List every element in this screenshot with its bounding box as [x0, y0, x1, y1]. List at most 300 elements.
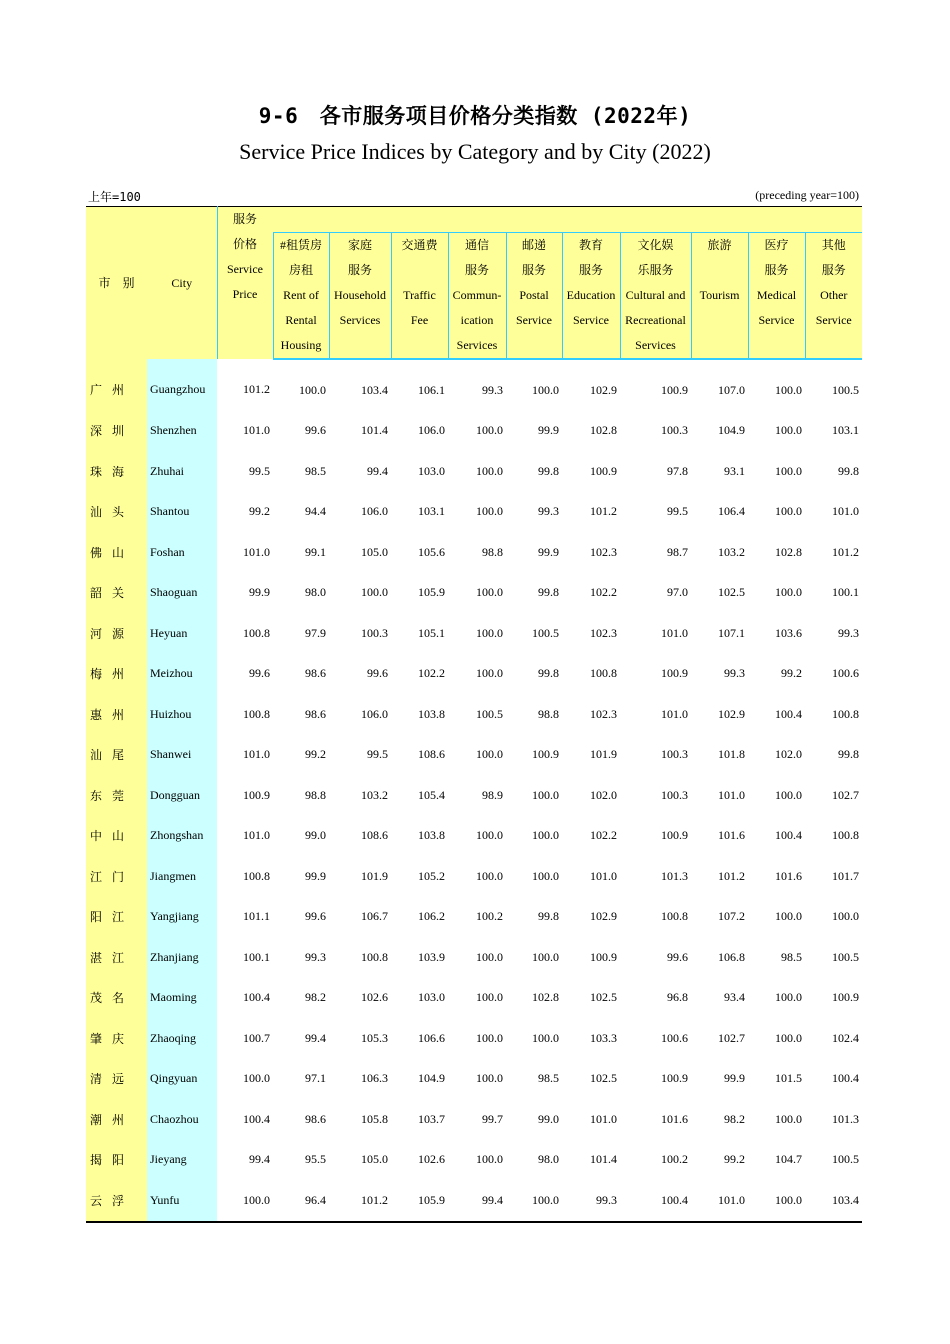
index-value: 101.2 [590, 504, 617, 519]
index-value: 100.0 [532, 382, 559, 397]
header-line: 服务 [232, 212, 257, 226]
city-name-en: Zhanjiang [147, 937, 217, 978]
table-row [86, 411, 862, 452]
index-value: 102.5 [718, 585, 745, 600]
index-value: 100.9 [243, 787, 270, 802]
unit-note-cn: 上年=100 [88, 190, 141, 204]
header-line: 乐服务 [637, 263, 674, 277]
header-line: Price [232, 287, 258, 301]
index-value: 100.8 [243, 625, 270, 640]
index-value: 101.0 [661, 706, 688, 721]
table-row [86, 613, 862, 654]
index-value: 100.9 [661, 382, 688, 397]
index-value: 99.3 [562, 1180, 620, 1222]
index-value: 102.3 [590, 625, 617, 640]
index-value: 100.4 [775, 828, 802, 843]
index-value: 100.5 [532, 625, 559, 640]
index-value: 96.8 [667, 990, 688, 1005]
header-category [748, 233, 805, 360]
index-value: 100.0 [476, 504, 503, 519]
index-value: 100.6 [832, 666, 859, 681]
index-value: 98.6 [305, 706, 326, 721]
index-value: 100.0 [476, 1071, 503, 1086]
header-line: 服务 [764, 263, 789, 277]
index-value: 100.0 [532, 1030, 559, 1045]
index-value: 106.1 [418, 382, 445, 397]
city-name-en: Shenzhen [147, 411, 217, 452]
index-value: 99.3 [838, 625, 859, 640]
index-value: 100.5 [476, 706, 503, 721]
index-value: 100.0 [476, 463, 503, 478]
city-name-cn: 惠州 [86, 694, 147, 735]
table-row [86, 816, 862, 857]
index-value: 103.7 [418, 1111, 445, 1126]
city-name-cn: 揭阳 [86, 1140, 147, 1181]
index-value: 98.0 [305, 585, 326, 600]
index-value: 100.2 [476, 909, 503, 924]
index-value: 100.0 [748, 1180, 805, 1222]
index-value: 101.9 [361, 868, 388, 883]
index-value: 95.5 [305, 1152, 326, 1167]
index-value: 102.7 [832, 787, 859, 802]
index-value: 105.2 [418, 868, 445, 883]
index-value: 103.3 [590, 1030, 617, 1045]
index-value: 100.5 [832, 1152, 859, 1167]
index-value: 99.1 [305, 544, 326, 559]
index-value: 100.4 [620, 1180, 691, 1222]
city-name-cn: 韶关 [86, 573, 147, 614]
index-value: 93.4 [724, 990, 745, 1005]
header-line: 服务 [821, 263, 846, 277]
header-category [562, 233, 620, 360]
index-value: 103.9 [418, 949, 445, 964]
index-value: 94.4 [305, 504, 326, 519]
index-value: 102.0 [590, 787, 617, 802]
index-value: 102.2 [590, 828, 617, 843]
index-value: 99.3 [305, 949, 326, 964]
index-value: 99.4 [249, 1152, 270, 1167]
index-value: 100.7 [243, 1030, 270, 1045]
index-value: 99.3 [482, 382, 503, 397]
index-value: 101.2 [832, 544, 859, 559]
header-line: 医疗 [764, 238, 789, 252]
header-line: 邮递 [521, 238, 546, 252]
index-value: 99.2 [305, 747, 326, 762]
index-value: 99.5 [367, 747, 388, 762]
city-name-en: Zhuhai [147, 451, 217, 492]
city-name-en: Yunfu [147, 1180, 217, 1222]
index-value: 101.0 [590, 868, 617, 883]
index-value: 100.0 [775, 463, 802, 478]
city-name-en: Dongguan [147, 775, 217, 816]
index-value: 101.0 [243, 747, 270, 762]
index-value: 100.0 [775, 382, 802, 397]
city-name-cn: 肇庆 [86, 1018, 147, 1059]
index-value: 99.8 [538, 585, 559, 600]
header-category [620, 233, 691, 360]
city-name-en: Zhongshan [147, 816, 217, 857]
header-line: Fee [410, 313, 429, 327]
index-value: 100.0 [299, 382, 326, 397]
index-value: 100.0 [532, 787, 559, 802]
city-name-cn: 茂名 [86, 978, 147, 1019]
header-category [805, 233, 862, 360]
index-value: 99.9 [538, 544, 559, 559]
header-line: Recreational [625, 313, 686, 327]
city-name-cn: 阳江 [86, 897, 147, 938]
index-value: 100.0 [243, 1071, 270, 1086]
header-line: Services [339, 313, 381, 327]
city-name-cn: 中山 [86, 816, 147, 857]
table-row [86, 451, 862, 492]
city-name-cn: 汕尾 [86, 735, 147, 776]
index-value: 100.3 [361, 625, 388, 640]
city-name-cn: 汕头 [86, 492, 147, 533]
index-value: 102.3 [590, 706, 617, 721]
city-name-cn: 深圳 [86, 411, 147, 452]
header-line: Postal [519, 288, 549, 302]
index-value: 102.2 [590, 585, 617, 600]
index-value: 101.0 [243, 544, 270, 559]
index-value: 107.2 [718, 909, 745, 924]
index-value: 105.6 [418, 544, 445, 559]
index-value: 105.9 [418, 585, 445, 600]
index-value: 102.8 [775, 544, 802, 559]
city-name-en: Foshan [147, 532, 217, 573]
index-value: 106.0 [418, 423, 445, 438]
index-value: 103.8 [418, 706, 445, 721]
header-line: 房租 [288, 263, 313, 277]
index-value: 101.0 [243, 828, 270, 843]
header-line: Service [227, 262, 263, 276]
index-value: 100.8 [590, 666, 617, 681]
index-value: 98.5 [538, 1071, 559, 1086]
index-value: 98.9 [482, 787, 503, 802]
index-value: 99.3 [724, 666, 745, 681]
index-value: 99.5 [667, 504, 688, 519]
index-value: 100.4 [832, 1071, 859, 1086]
index-value: 104.7 [775, 1152, 802, 1167]
table-row [86, 978, 862, 1019]
header-line: 价格 [232, 237, 257, 251]
index-value: 98.8 [538, 706, 559, 721]
index-value: 105.4 [418, 787, 445, 802]
index-value: 99.5 [249, 463, 270, 478]
city-name-en: Meizhou [147, 654, 217, 695]
index-value: 101.3 [661, 868, 688, 883]
header-line [392, 258, 448, 283]
index-value: 100.3 [661, 787, 688, 802]
price-index-table [86, 206, 862, 1223]
header-line: Cultural and [625, 288, 686, 302]
index-value: 101.2 [243, 382, 270, 397]
index-value: 100.9 [661, 666, 688, 681]
header-category [391, 233, 448, 360]
index-value: 103.2 [361, 787, 388, 802]
index-value: 100.0 [476, 868, 503, 883]
index-value: 100.8 [661, 909, 688, 924]
header-category [329, 233, 391, 360]
index-value: 103.8 [418, 828, 445, 843]
header-city-en: City [147, 207, 217, 360]
index-value: 97.0 [667, 585, 688, 600]
city-name-en: Chaozhou [147, 1099, 217, 1140]
header-line: Service [758, 313, 795, 327]
index-value: 101.9 [590, 747, 617, 762]
index-value: 100.0 [832, 909, 859, 924]
header-line: Education [566, 288, 616, 302]
index-value: 106.0 [361, 706, 388, 721]
index-value: 101.2 [329, 1180, 391, 1222]
index-value: 97.1 [305, 1071, 326, 1086]
table-row [86, 492, 862, 533]
index-value: 100.9 [661, 1071, 688, 1086]
index-value: 100.0 [775, 504, 802, 519]
header-line: Traffic [403, 288, 436, 302]
city-name-en: Jiangmen [147, 856, 217, 897]
table-row [86, 1059, 862, 1100]
index-value: 100.4 [775, 706, 802, 721]
index-value: 102.5 [590, 1071, 617, 1086]
index-value: 99.9 [538, 423, 559, 438]
header-line: Service [573, 313, 609, 327]
index-value: 99.7 [482, 1111, 503, 1126]
index-value: 101.7 [832, 868, 859, 883]
index-value: 98.6 [305, 666, 326, 681]
index-value: 103.4 [361, 382, 388, 397]
index-value: 100.1 [243, 949, 270, 964]
city-name-en: Qingyuan [147, 1059, 217, 1100]
index-value: 100.9 [532, 747, 559, 762]
table-row [86, 1140, 862, 1181]
index-value: 101.0 [243, 423, 270, 438]
header-line: Services [635, 338, 676, 352]
index-value: 99.4 [305, 1030, 326, 1045]
index-value: 98.8 [482, 544, 503, 559]
index-value: 106.3 [361, 1071, 388, 1086]
index-value: 99.9 [305, 868, 326, 883]
header-line: Household [334, 288, 386, 302]
index-value: 98.2 [305, 990, 326, 1005]
index-value: 102.4 [832, 1030, 859, 1045]
index-value: 99.0 [538, 1111, 559, 1126]
header-line: 通信 [464, 238, 489, 252]
header-line: Service [815, 313, 852, 327]
index-value: 101.4 [590, 1152, 617, 1167]
index-value: 101.0 [691, 1180, 748, 1222]
index-value: 100.9 [590, 949, 617, 964]
table-row [86, 937, 862, 978]
index-value: 100.0 [775, 423, 802, 438]
index-value: 100.0 [476, 423, 503, 438]
index-value: 99.6 [305, 423, 326, 438]
index-value: 102.8 [532, 990, 559, 1005]
index-value: 99.8 [538, 463, 559, 478]
index-value: 100.0 [532, 828, 559, 843]
index-value: 106.6 [418, 1030, 445, 1045]
index-value: 106.7 [361, 909, 388, 924]
index-value: 99.8 [538, 666, 559, 681]
index-value: 100.0 [532, 949, 559, 964]
header-line: Services [456, 338, 498, 352]
index-value: 100.8 [243, 868, 270, 883]
index-value: 100.0 [476, 585, 503, 600]
header-category [448, 233, 506, 360]
table-row [86, 359, 862, 411]
index-value: 106.2 [418, 909, 445, 924]
table-row [86, 532, 862, 573]
city-name-en: Guangzhou [147, 359, 217, 411]
index-value: 102.8 [590, 423, 617, 438]
index-value: 101.6 [775, 868, 802, 883]
index-value: 99.6 [667, 949, 688, 964]
header-line: #租赁房 [279, 238, 322, 252]
city-name-cn: 珠海 [86, 451, 147, 492]
index-value: 97.9 [305, 625, 326, 640]
index-value: 100.1 [832, 585, 859, 600]
index-value: 100.0 [476, 747, 503, 762]
index-value: 104.9 [418, 1071, 445, 1086]
index-value: 100.5 [832, 382, 859, 397]
index-value: 108.6 [418, 747, 445, 762]
index-value: 99.4 [367, 463, 388, 478]
city-name-cn: 湛江 [86, 937, 147, 978]
city-name-en: Zhaoqing [147, 1018, 217, 1059]
index-value: 101.8 [718, 747, 745, 762]
header-line: 服务 [578, 263, 603, 277]
index-value: 100.8 [832, 828, 859, 843]
header-service-price [217, 207, 273, 360]
index-value: 99.2 [781, 666, 802, 681]
table-row [86, 654, 862, 695]
index-value: 99.6 [249, 666, 270, 681]
index-value: 101.0 [590, 1111, 617, 1126]
header-line: Service [516, 313, 552, 327]
header-line: Commun- [452, 288, 502, 302]
city-name-cn: 潮州 [86, 1099, 147, 1140]
city-name-cn: 广州 [86, 359, 147, 411]
index-value: 101.0 [661, 625, 688, 640]
index-value: 100.3 [661, 423, 688, 438]
index-value: 96.4 [273, 1180, 329, 1222]
index-value: 98.5 [781, 949, 802, 964]
header-category [691, 233, 748, 360]
index-value: 103.0 [418, 990, 445, 1005]
index-value: 102.9 [590, 909, 617, 924]
header-city-cn: 市 别 [86, 207, 147, 360]
index-value: 104.9 [718, 423, 745, 438]
table-row [86, 1180, 862, 1222]
index-value: 97.8 [667, 463, 688, 478]
index-value: 100.9 [661, 828, 688, 843]
table-row [86, 897, 862, 938]
index-value: 103.4 [805, 1180, 862, 1222]
table-row [86, 1018, 862, 1059]
header-line: Tourism [699, 288, 740, 302]
index-value: 99.9 [249, 585, 270, 600]
index-value: 101.2 [718, 868, 745, 883]
city-name-en: Heyuan [147, 613, 217, 654]
index-value: 100.0 [476, 666, 503, 681]
header-line: Rental [285, 313, 317, 327]
city-name-cn: 河源 [86, 613, 147, 654]
index-value: 100.2 [661, 1152, 688, 1167]
index-value: 101.0 [718, 787, 745, 802]
index-value: 103.1 [418, 504, 445, 519]
index-value: 100.0 [775, 990, 802, 1005]
header-line: 服务 [464, 263, 489, 277]
index-value: 100.0 [217, 1180, 273, 1222]
index-value: 99.8 [838, 463, 859, 478]
index-value: 105.9 [391, 1180, 448, 1222]
index-value: 100.0 [532, 868, 559, 883]
table-row [86, 1099, 862, 1140]
index-value: 100.6 [661, 1030, 688, 1045]
index-value: 100.8 [243, 706, 270, 721]
index-value: 105.0 [361, 544, 388, 559]
index-value: 99.6 [305, 909, 326, 924]
index-value: 107.0 [718, 382, 745, 397]
index-value: 100.0 [476, 1030, 503, 1045]
index-value: 100.0 [775, 787, 802, 802]
index-value: 107.1 [718, 625, 745, 640]
index-value: 99.8 [838, 747, 859, 762]
index-value: 103.1 [832, 423, 859, 438]
table-row [86, 573, 862, 614]
index-value: 99.2 [724, 1152, 745, 1167]
table-row [86, 735, 862, 776]
index-value: 100.9 [590, 463, 617, 478]
index-value: 101.4 [361, 423, 388, 438]
header-line: Housing [280, 338, 322, 352]
index-value: 100.0 [775, 585, 802, 600]
index-value: 100.0 [506, 1180, 562, 1222]
city-name-en: Huizhou [147, 694, 217, 735]
index-value: 98.2 [724, 1111, 745, 1126]
city-name-en: Yangjiang [147, 897, 217, 938]
index-value: 106.0 [361, 504, 388, 519]
index-value: 101.1 [243, 909, 270, 924]
index-value: 103.6 [775, 625, 802, 640]
city-name-en: Shantou [147, 492, 217, 533]
index-value: 106.4 [718, 504, 745, 519]
header-row-1 [86, 207, 862, 233]
header-category [506, 233, 562, 360]
index-value: 99.8 [538, 909, 559, 924]
index-value: 100.9 [832, 990, 859, 1005]
header-line: 家庭 [347, 238, 372, 252]
index-value: 93.1 [724, 463, 745, 478]
city-name-cn: 梅州 [86, 654, 147, 695]
index-value: 98.6 [305, 1111, 326, 1126]
index-value: 102.3 [590, 544, 617, 559]
index-value: 102.9 [590, 382, 617, 397]
index-value: 100.4 [243, 1111, 270, 1126]
index-value: 98.8 [305, 787, 326, 802]
index-value: 100.0 [775, 1030, 802, 1045]
header-line: Medical [756, 288, 797, 302]
index-value: 102.6 [361, 990, 388, 1005]
header-line: 服务 [521, 263, 546, 277]
index-value: 101.6 [718, 828, 745, 843]
index-value: 102.0 [775, 747, 802, 762]
index-value: 101.6 [661, 1111, 688, 1126]
index-value: 105.1 [418, 625, 445, 640]
page-title-cn: 9-6 各市服务项目价格分类指数 (2022年) [258, 104, 692, 128]
page-title-en: Service Price Indices by Category and by City (2022) [239, 139, 711, 164]
index-value: 100.8 [361, 949, 388, 964]
city-name-en: Shaoguan [147, 573, 217, 614]
